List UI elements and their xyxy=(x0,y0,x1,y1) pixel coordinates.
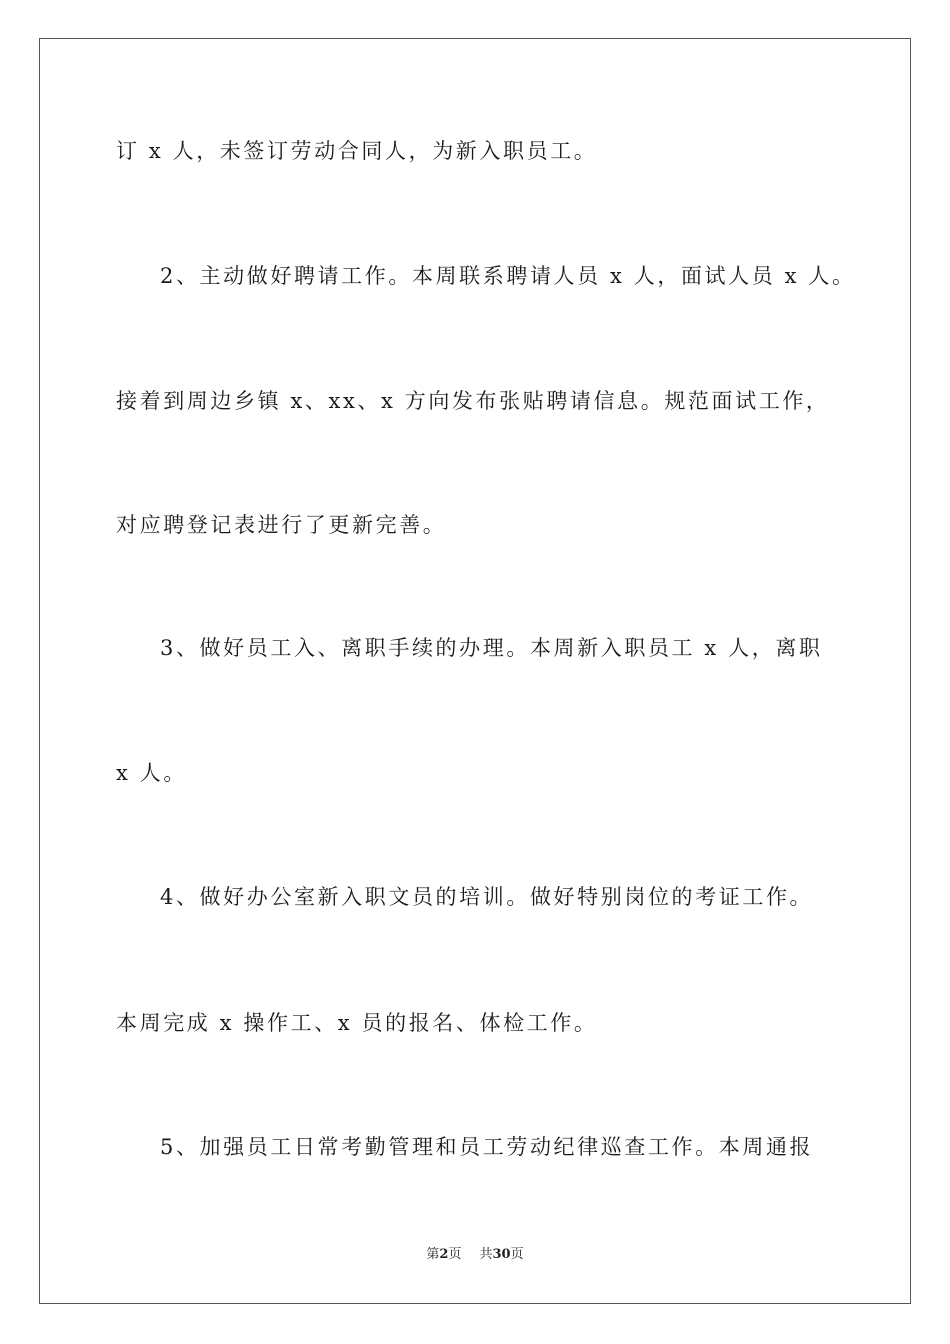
body-line-6: x 人。 xyxy=(116,761,187,785)
page-footer xyxy=(0,1246,950,1264)
body-line-2: 2、主动做好聘请工作。本周联系聘请人员 x 人，面试人员 x 人。 xyxy=(160,264,856,288)
body-line-7: 4、做好办公室新入职文员的培训。做好特别岗位的考证工作。 xyxy=(160,885,814,909)
body-line-1: 订 x 人，未签订劳动合同人，为新入职员工。 xyxy=(116,139,598,163)
body-line-3: 接着到周边乡镇 x、xx、x 方向发布张贴聘请信息。规范面试工作， xyxy=(116,389,830,413)
page-border xyxy=(39,38,911,1304)
body-line-5: 3、做好员工入、离职手续的办理。本周新入职员工 x 人，离职 xyxy=(160,636,823,660)
body-line-9: 5、加强员工日常考勤管理和员工劳动纪律巡查工作。本周通报 xyxy=(160,1135,814,1159)
footer-page-suffix: 页 xyxy=(448,1247,462,1262)
footer-total-pages: 30 xyxy=(492,1247,511,1262)
footer-page-prefix: 第 xyxy=(426,1247,440,1262)
footer-total-suffix: 页 xyxy=(510,1247,524,1262)
body-line-8: 本周完成 x 操作工、x 员的报名、体检工作。 xyxy=(116,1011,598,1035)
footer-total-prefix: 共 xyxy=(479,1247,493,1262)
body-line-4: 对应聘登记表进行了更新完善。 xyxy=(116,513,447,537)
footer-page-number: 2 xyxy=(439,1247,449,1262)
